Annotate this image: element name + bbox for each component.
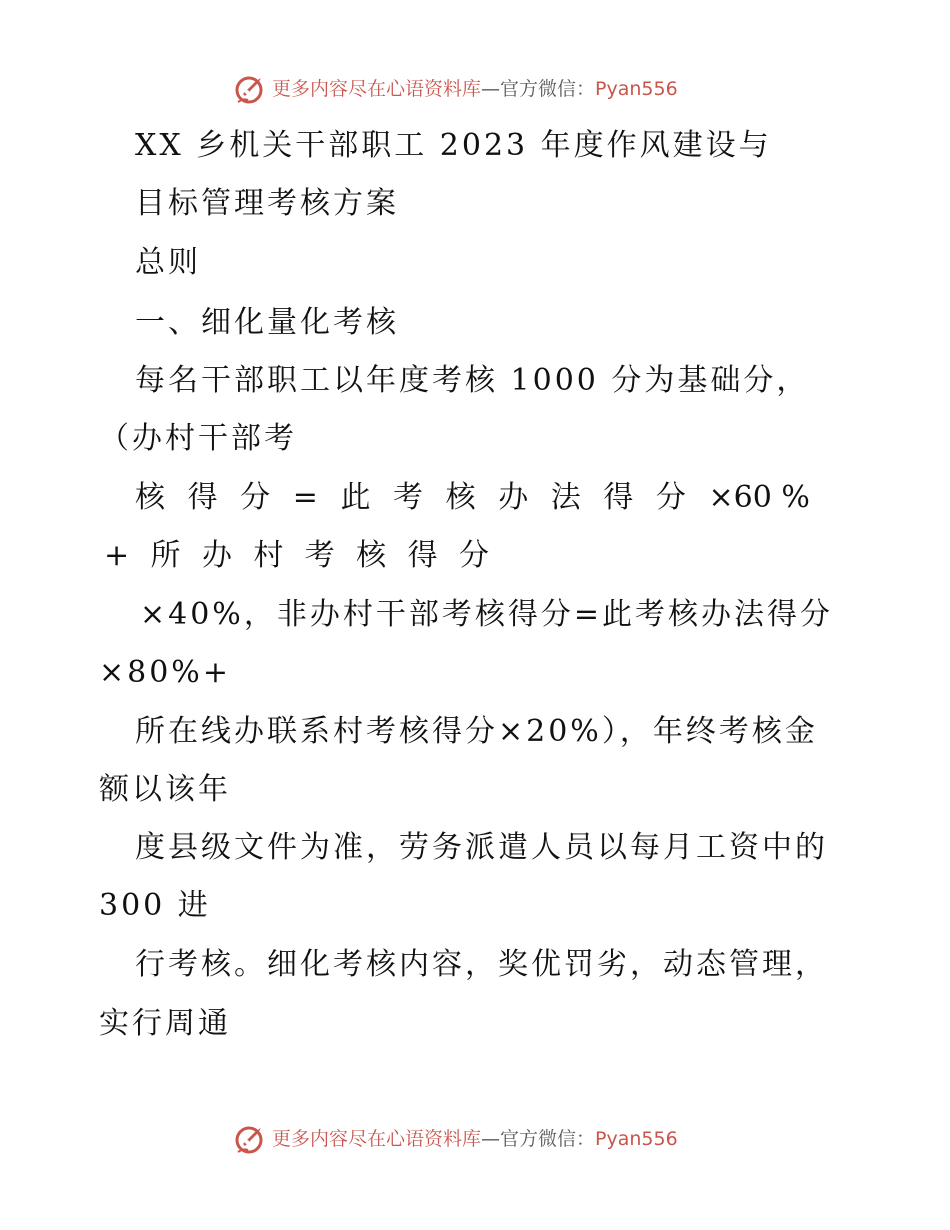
section-general: 总则 [135, 245, 201, 280]
para-1-line-4 [104, 538, 489, 574]
heading-1: 一、细化量化考核 [135, 305, 399, 340]
watermark-source: 更多内容尽在心语资料库 [272, 1128, 482, 1150]
text-token: 考 [393, 480, 424, 515]
watermark-header [0, 70, 950, 110]
text-token: 办 [201, 538, 232, 573]
text-token: 核 [445, 480, 476, 515]
para-1-line-11: 行考核。细化考核内容，奖优罚劣，动态管理， [135, 947, 828, 982]
watermark-footer [0, 1120, 950, 1160]
text-token: 得 [603, 480, 634, 515]
watermark-wechat-label: 官方微信： [500, 1128, 596, 1150]
text-token: 核 [356, 538, 387, 573]
para-1-line-12: 实行周通 [99, 1006, 231, 1041]
text-token: + [104, 538, 130, 573]
para-1-line-5: ×40%，非办村干部考核得分=此考核办法得分 [140, 597, 833, 632]
para-1-line-6: ×80%+ [99, 655, 231, 690]
para-1-line-2: （办村干部考 [99, 421, 297, 456]
watermark-wechat-id: Pyan556 [595, 78, 678, 100]
text-token: 分 [240, 480, 271, 515]
para-1-line-8: 额以该年 [99, 772, 231, 807]
watermark-text [272, 1128, 678, 1150]
pen-nib-logo-icon [234, 1122, 268, 1156]
doc-title-line-1: XX 乡机关干部职工 2023 年度作风建设与 [135, 128, 772, 163]
watermark-text [272, 78, 678, 100]
text-token: 分 [458, 538, 489, 573]
text-token: 考 [304, 538, 335, 573]
watermark-wechat-label: 官方微信： [500, 78, 596, 100]
text-token: 法 [550, 480, 581, 515]
text-token: = [292, 480, 318, 515]
watermark-source: 更多内容尽在心语资料库 [272, 78, 482, 100]
text-token: 分 [655, 480, 686, 515]
para-1-line-1: 每名干部职工以年度考核 1000 分为基础分， [135, 363, 810, 398]
text-token: 核 [135, 480, 165, 515]
doc-title-line-2: 目标管理考核方案 [135, 186, 399, 221]
para-1-line-3 [135, 480, 810, 516]
watermark-dash: — [481, 1128, 501, 1150]
para-1-line-9: 度县级文件为准，劳务派遣人员以每月工资中的 [135, 830, 828, 865]
para-1-line-10: 300 进 [99, 888, 211, 923]
text-token: 村 [253, 538, 284, 573]
text-token: 得 [407, 538, 438, 573]
pen-nib-logo-icon [234, 72, 268, 106]
text-token: ×60 % [708, 480, 810, 515]
text-token: 此 [340, 480, 371, 515]
text-token: 所 [150, 538, 181, 573]
text-token: 办 [498, 480, 529, 515]
para-1-line-7: 所在线办联系村考核得分×20%），年终考核金 [135, 714, 818, 749]
watermark-dash: — [481, 78, 501, 100]
text-token: 得 [187, 480, 218, 515]
watermark-wechat-id: Pyan556 [595, 1128, 678, 1150]
